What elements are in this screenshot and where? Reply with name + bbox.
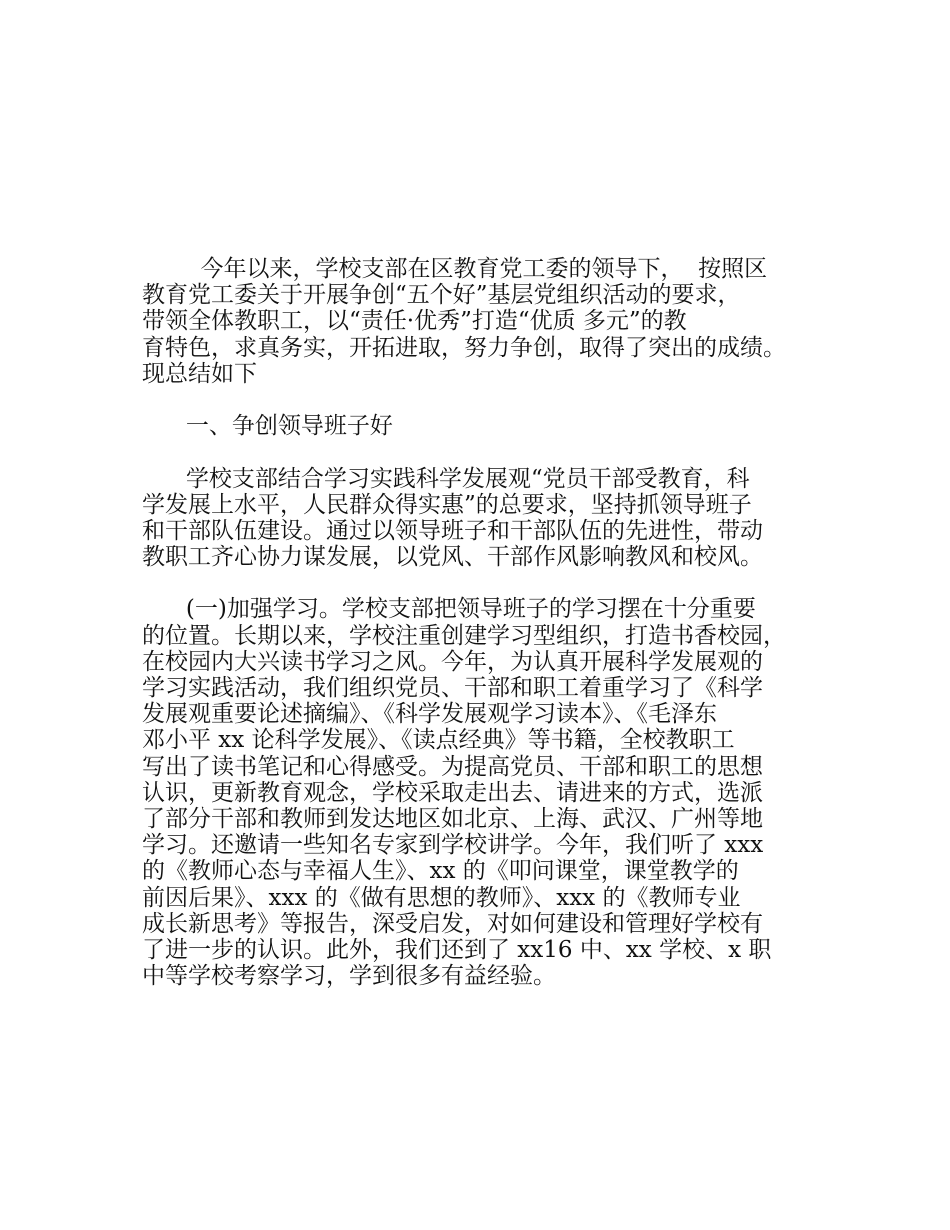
section-heading (142, 413, 832, 439)
text-line: 教职工齐心协力谋发展，以党风、干部作风影响教风和校风。 (142, 544, 763, 571)
text-line: 学习实践活动，我们组织党员、干部和职工着重学习了《科学 (142, 675, 763, 701)
heading-line: 一、争创领导班子好 (142, 413, 393, 440)
text-line: 带领全体教职工，以“责任·优秀”打造“优质 多元”的教 (142, 308, 687, 335)
text-line: 在校园内大兴读书学习之风。今年，为认真开展科学发展观的 (142, 648, 763, 675)
text-line: 前因后果》、xxx 的《做有思想的教师》、xxx 的《教师专业 (142, 884, 741, 911)
text-line: 了部分干部和教师到发达地区如北京、上海、武汉、广州等地 (142, 805, 763, 832)
text-line: 发展观重要论述摘编》、《科学发展观学习读本》、《毛泽东 (142, 701, 717, 728)
text-line: 认识，更新教育观念，学校采取走出去、请进来的方式，选派 (142, 779, 763, 806)
text-line: 中等学校考察学习，学到很多有益经验。 (142, 963, 556, 990)
text-line: 教育党工委关于开展争创“五个好”基层党组织活动的要求， (142, 282, 741, 309)
paragraph-spacer (142, 570, 832, 596)
document-body (142, 256, 832, 989)
text-line: 的位置。长期以来，学校注重创建学习型组织，打造书香校园， (142, 622, 786, 649)
text-line: 育特色，求真务实，开拓进取，努力争创，取得了突出的成绩。 (142, 334, 786, 361)
text-line: 现总结如下 (142, 360, 257, 387)
text-line: 学校支部结合学习实践科学发展观“党员干部受教育，科 (142, 465, 750, 492)
text-line: 的《教师心态与幸福人生》、xx 的《叩问课堂，课堂教学的 (142, 858, 739, 885)
text-line: 成长新思考》等报告，深受启发，对如何建设和管理好学校有 (142, 910, 763, 937)
text-line: 邓小平 xx 论科学发展》、《读点经典》等书籍，全校教职工 (142, 727, 735, 754)
section-paragraph-1 (142, 466, 832, 571)
section-paragraph-2 (142, 596, 832, 989)
text-line: 学习。还邀请一些知名专家到学校讲学。今年，我们听了 xxx (142, 832, 764, 859)
text-line: 学发展上水平，人民群众得实惠”的总要求，坚持抓领导班子 (142, 491, 752, 518)
paragraph-spacer (142, 387, 832, 413)
text-line: 和干部队伍建设。通过以领导班子和干部队伍的先进性，带动 (142, 517, 763, 544)
text-line: 了进一步的认识。此外，我们还到了 xx16 中、xx 学校、x 职 (142, 936, 772, 963)
paragraph-spacer (142, 439, 832, 465)
text-line: (一)加强学习。学校支部把领导班子的学习摆在十分重要 (142, 596, 756, 623)
intro-paragraph (142, 256, 832, 387)
text-line: 写出了读书笔记和心得感受。为提高党员、干部和职工的思想 (142, 753, 763, 780)
text-line: 今年以来，学校支部在区教育党工委的领导下， 按照区 (142, 256, 768, 282)
